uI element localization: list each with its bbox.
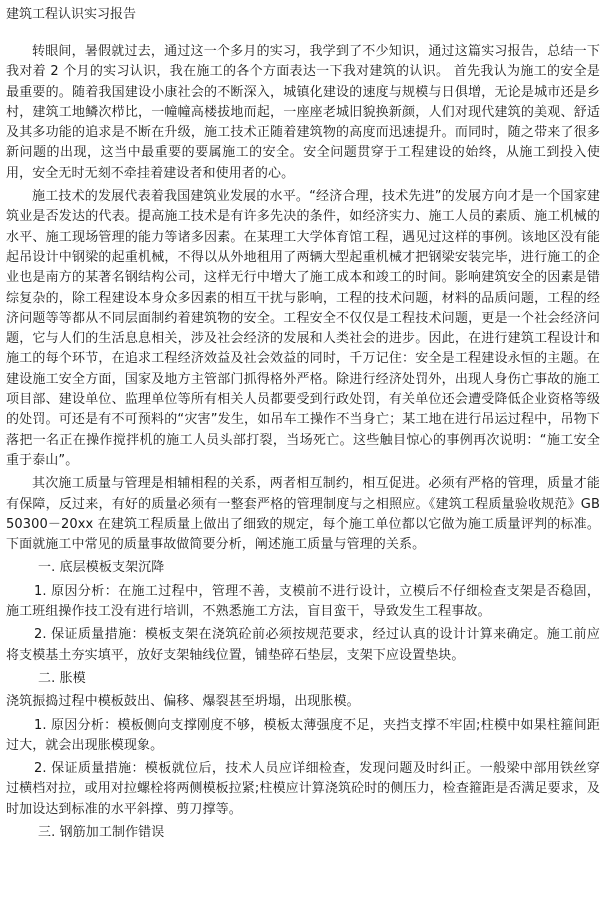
paragraph-construction-technology: 施工技术的发展代表着我国建筑业发展的水平。“经济合理，技术先进”的发展方向才是一个国家建筑业是否发达的代表。提高施工技术是有许多先决的条件，如经济实力、施工人员的素质、施工机械的水平、施工现场管理的能力等诸多因素。在某理工大学体育馆工程，遇见过这样的事例。该地区没有能起吊设计中钢梁的起重机械，不得以从外地租用了两辆大型起重机械才把钢梁安装完毕，进行施工的企业也是南方的某著名钢结构公司，这样无行中增大了施工成本和竣工的时间。影响建筑安全的因素是错综复杂的，除工程建设本身众多因素的相互干扰与影响，工程的技术问题，材料的品质问题，工程的经济问题等等都从不同层面制约着建筑物的安全。工程安全不仅仅是工程技术问题，更是一个社会经济问题，它与人们的生活息息相关，涉及社会经济的发展和人类社会的进步。因此，在进行建筑工程设计和施工的每个环节，在追求工程经济效益及社会效益的同时，千万记住：安全是工程建设永恒的主题。在建设施工安全方面，国家及地方主管部门抓得格外严格。除进行经济处罚外，出现人身伤亡事故的施工项目部、建设单位、监理单位等所有相关人员都要受到行政处罚，有关单位还会遭受降低企业资格等级的处罚。可还是有不可预料的“灾害”发生，如吊车工操作不当身亡；某工地在进行吊运过程中，吊物下落把一名正在操作搅拌机的施工人员头部打裂，当场死亡。这些触目惊心的事例再次说明：“施工安全重于泰山”。 xyxy=(6,189,600,468)
mold-bulging-cause-analysis: 1. 原因分析：模板侧向支撑刚度不够，模板太薄强度不足，夹挡支撑不牢固;柱模中如果柱箍间距过大，就会出现胀模现象。 xyxy=(6,717,600,753)
formwork-quality-measures: 2. 保证质量措施：模板支架在浇筑砼前必须按规范要求，经过认真的设计计算来确定。施工前应将支模基土夯实填平，放好支架轴线位置，铺垫碎石垫层，支架下应设置垫块。 xyxy=(6,627,600,663)
formwork-cause-analysis: 1. 原因分析：在施工过程中，管理不善，支模前不进行设计，立模后不仔细检查支架是否稳固，施工班组操作技工没有进行培训，不熟悉施工方法，盲目蛮干，导致发生工程事故。 xyxy=(6,583,600,620)
mold-bulging-description: 浇筑振捣过程中模板鼓出、偏移、爆裂甚至坍塌，出现胀模。 xyxy=(6,694,360,710)
paragraph-quality-management: 其次施工质量与管理是相辅相程的关系，两者相互制约，相互促进。必须有严格的管理，质量才能有保障，反过来，有好的质量必须有一整套严格的管理制度与之相照应。《建筑工程质量验收规范》GB50300－20xx 在建筑工程质量上做出了细致的规定，每个施工单位都以它做为施工质量评判的标准。下面就施工中常见的质量事故做简要分析，阐述施工质量与管理的关系。 xyxy=(6,476,600,553)
document-title: 建筑工程认识实习报告 xyxy=(6,7,137,22)
mold-bulging-quality-measures: 2. 保证质量措施：模板就位后，技术人员应详细检查，发现问题及时纠正。一般梁中部用铁丝穿过横档对拉，或用对拉螺栓将两侧模板拉紧;柱模应计算浇筑砼时的侧压力，检查箍距是否满足要求，及时加设达到标准的水平斜撑、剪刀撑等。 xyxy=(6,761,600,817)
paragraph-intro-safety: 转眼间，暑假就过去，通过这一个多月的实习，我学到了不少知识，通过这篇实习报告，总结一下我对着 2 个月的实习认识，我在施工的各个方面表达一下我对建筑的认识。 首先我认为施工的安全是最重要的。随着我国建设小康社会的不断深入，城镇化建设的速度与规模与日俱增，无论是城市还是乡村，建筑工地鳞次栉比，一幢幢高楼拔地而起，一座座老城旧貌换新颜，人们对现代建筑的美观、舒适及其多功能的追求是不断在升级，施工技术正随着建筑物的高度而迅速提升。而同时，随之带来了很多新问题的出现，这当中最重要的要属施工的安全。安全问题贯穿于工程建设的始终，从施工到投入使用，安全无时无刻不牵挂着建设者和使用者的心。 xyxy=(6,44,600,181)
section-heading-mold-bulging: 二. 胀模 xyxy=(38,670,86,686)
document-body xyxy=(6,42,600,846)
section-heading-formwork-settlement: 一. 底层模板支架沉降 xyxy=(38,560,165,576)
section-heading-rebar-errors: 三. 钢筋加工制作错误 xyxy=(38,824,165,840)
